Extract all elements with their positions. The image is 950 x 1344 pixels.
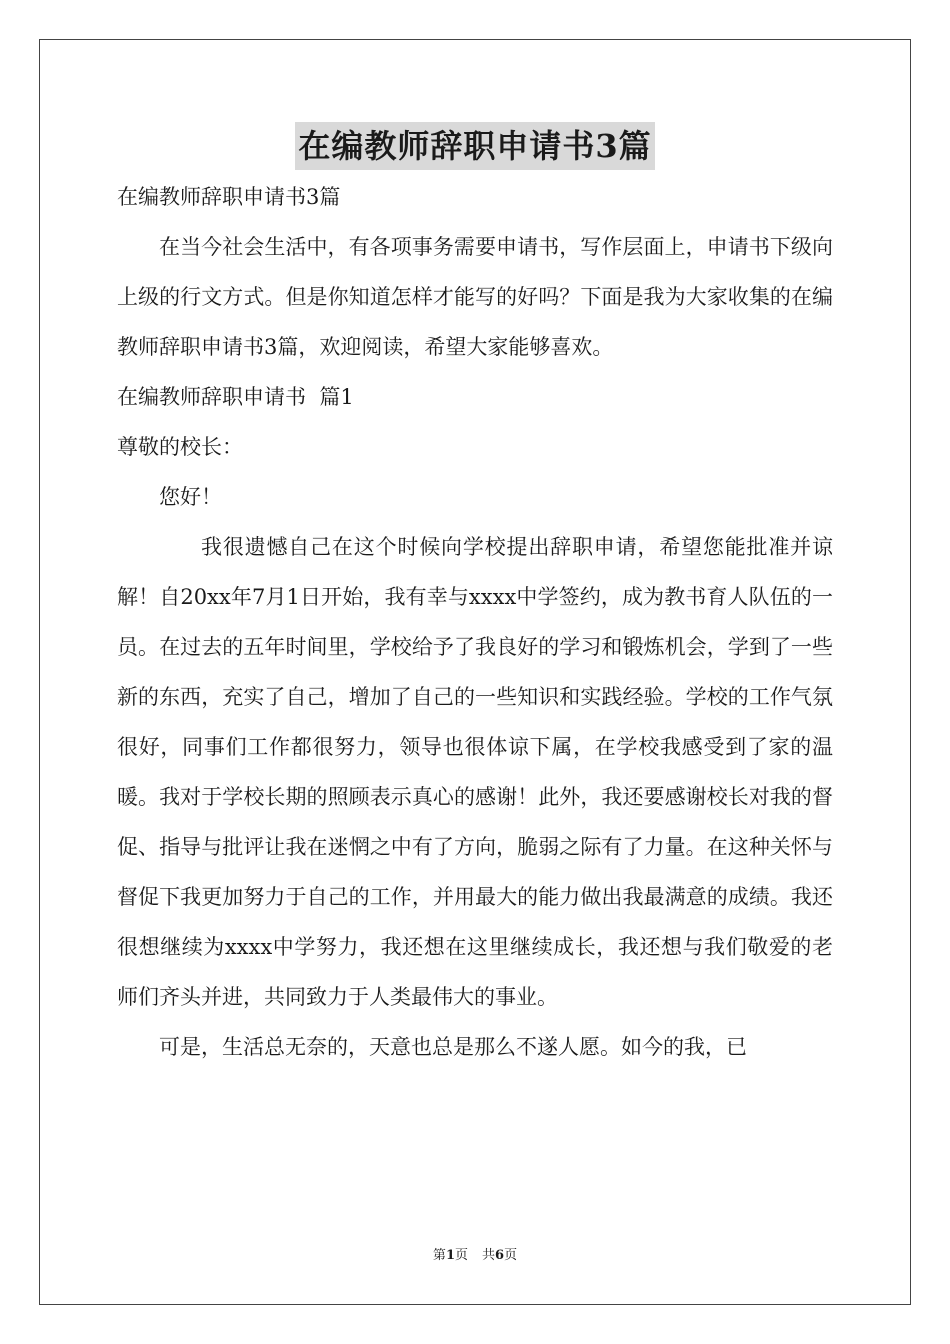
title-wrap — [0, 122, 950, 170]
page-footer — [0, 1246, 950, 1266]
footer-page-total: 6 — [495, 1248, 505, 1263]
intro-paragraph: 在当今社会生活中，有各项事务需要申请书，写作层面上，申请书下级向上级的行文方式。但是你知道怎样才能写的好吗？下面是我为大家收集的在编教师辞职申请书3篇，欢迎阅读，希望大家能够喜欢。 — [117, 235, 833, 359]
footer-total-prefix: 共 — [482, 1248, 496, 1263]
footer-page-prefix: 第 — [432, 1248, 446, 1263]
body-paragraph-1: 我很遗憾自己在这个时候向学校提出辞职申请，希望您能批准并谅解！自20xx年7月1日开始，我有幸与xxxx中学签约，成为教书育人队伍的一员。在过去的五年时间里，学校给予了我良好的学习和锻炼机会，学到了一些新的东西，充实了自己，增加了自己的一些知识和实践经验。学校的工作气氛很好，同事们工作都很努力，领导也很体谅下属，在学校我感受到了家的温暖。我对于学校长期的照顾表示真心的感谢！此外，我还要感谢校长对我的督促、指导与批评让我在迷惘之中有了方向，脆弱之际有了力量。在这种关怀与督促下我更加努力于自己的工作，并用最大的能力做出我最满意的成绩。我还很想继续为xxxx中学努力，我还想在这里继续成长，我还想与我们敬爱的老师们齐头并进，共同致力于人类最伟大的事业。 — [117, 535, 833, 1009]
footer-page-current: 1 — [445, 1248, 455, 1263]
footer-total-suffix: 页 — [504, 1248, 518, 1263]
salutation: 尊敬的校长： — [117, 435, 243, 459]
footer-page-suffix: 页 — [454, 1248, 468, 1263]
greeting: 您好！ — [159, 485, 222, 509]
document-title: 在编教师辞职申请书3篇 — [295, 122, 654, 170]
body-paragraph-2: 可是，生活总无奈的，天意也总是那么不遂人愿。如今的我，已 — [159, 1035, 747, 1059]
section-heading: 在编教师辞职申请书 篇1 — [117, 385, 354, 409]
document-subtitle: 在编教师辞职申请书3篇 — [117, 185, 341, 209]
document-body — [117, 172, 833, 1072]
